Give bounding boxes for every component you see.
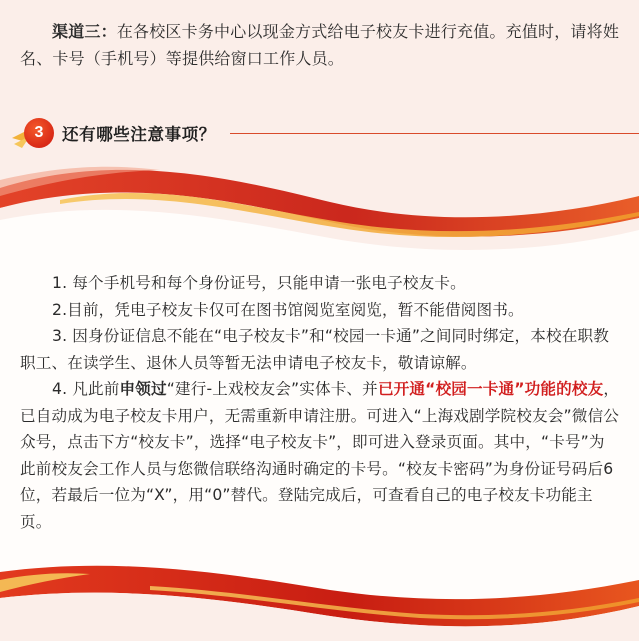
- section-title: 还有哪些注意事项？: [62, 125, 216, 144]
- note4-part1: 4. 凡此前: [52, 380, 120, 398]
- notes-card: [0, 160, 639, 641]
- note-item-4: [20, 376, 620, 535]
- channel-section: [0, 0, 639, 118]
- channel3-label: 渠道三：: [52, 22, 117, 41]
- note4-part5: ，已自动成为电子校友卡用户，无需重新申请注册。可进入“上海戏剧学院校友会”微信公众号，点击下方“校友卡”，选择“电子校友卡”，即可进入登录页面。其中，“卡号”为此前校友会工作人员与您微信联络沟通时确定的卡号。“校友卡密码”为身份证号码后6位，若最后一位为“X”，用“0”替代。登陆完成后，可查看自己的电子校友卡功能主页。: [20, 380, 620, 531]
- section-header: [0, 116, 639, 150]
- section-divider: [230, 133, 639, 134]
- note4-part3: “建行-上戏校友会”实体卡、并: [166, 380, 378, 398]
- section-number: 3: [24, 118, 54, 148]
- note-item-3: 3. 因身份证信息不能在“电子校友卡”和“校园一卡通”之间同时绑定，本校在职教职工、在读学生、退休人员等暂无法申请电子校友卡，敬请谅解。: [20, 327, 609, 372]
- note-item-1: 1. 每个手机号和每个身份证号，只能申请一张电子校友卡。: [52, 274, 466, 292]
- note4-highlight: 已开通“校园一卡通”功能的校友: [377, 380, 604, 398]
- channel3-text: 在各校区卡务中心以现金方式给电子校友卡进行充值。充值时，请将姓名、卡号（手机号）等提供给窗口工作人员。: [20, 22, 620, 68]
- section-badge: [10, 116, 56, 150]
- channel3-paragraph: [20, 18, 624, 72]
- note4-emphasis: 申领过: [119, 380, 167, 398]
- note-item-2: 2.目前，凭电子校友卡仅可在图书馆阅览室阅览，暂不能借阅图书。: [52, 300, 524, 319]
- notes-list: [20, 270, 620, 535]
